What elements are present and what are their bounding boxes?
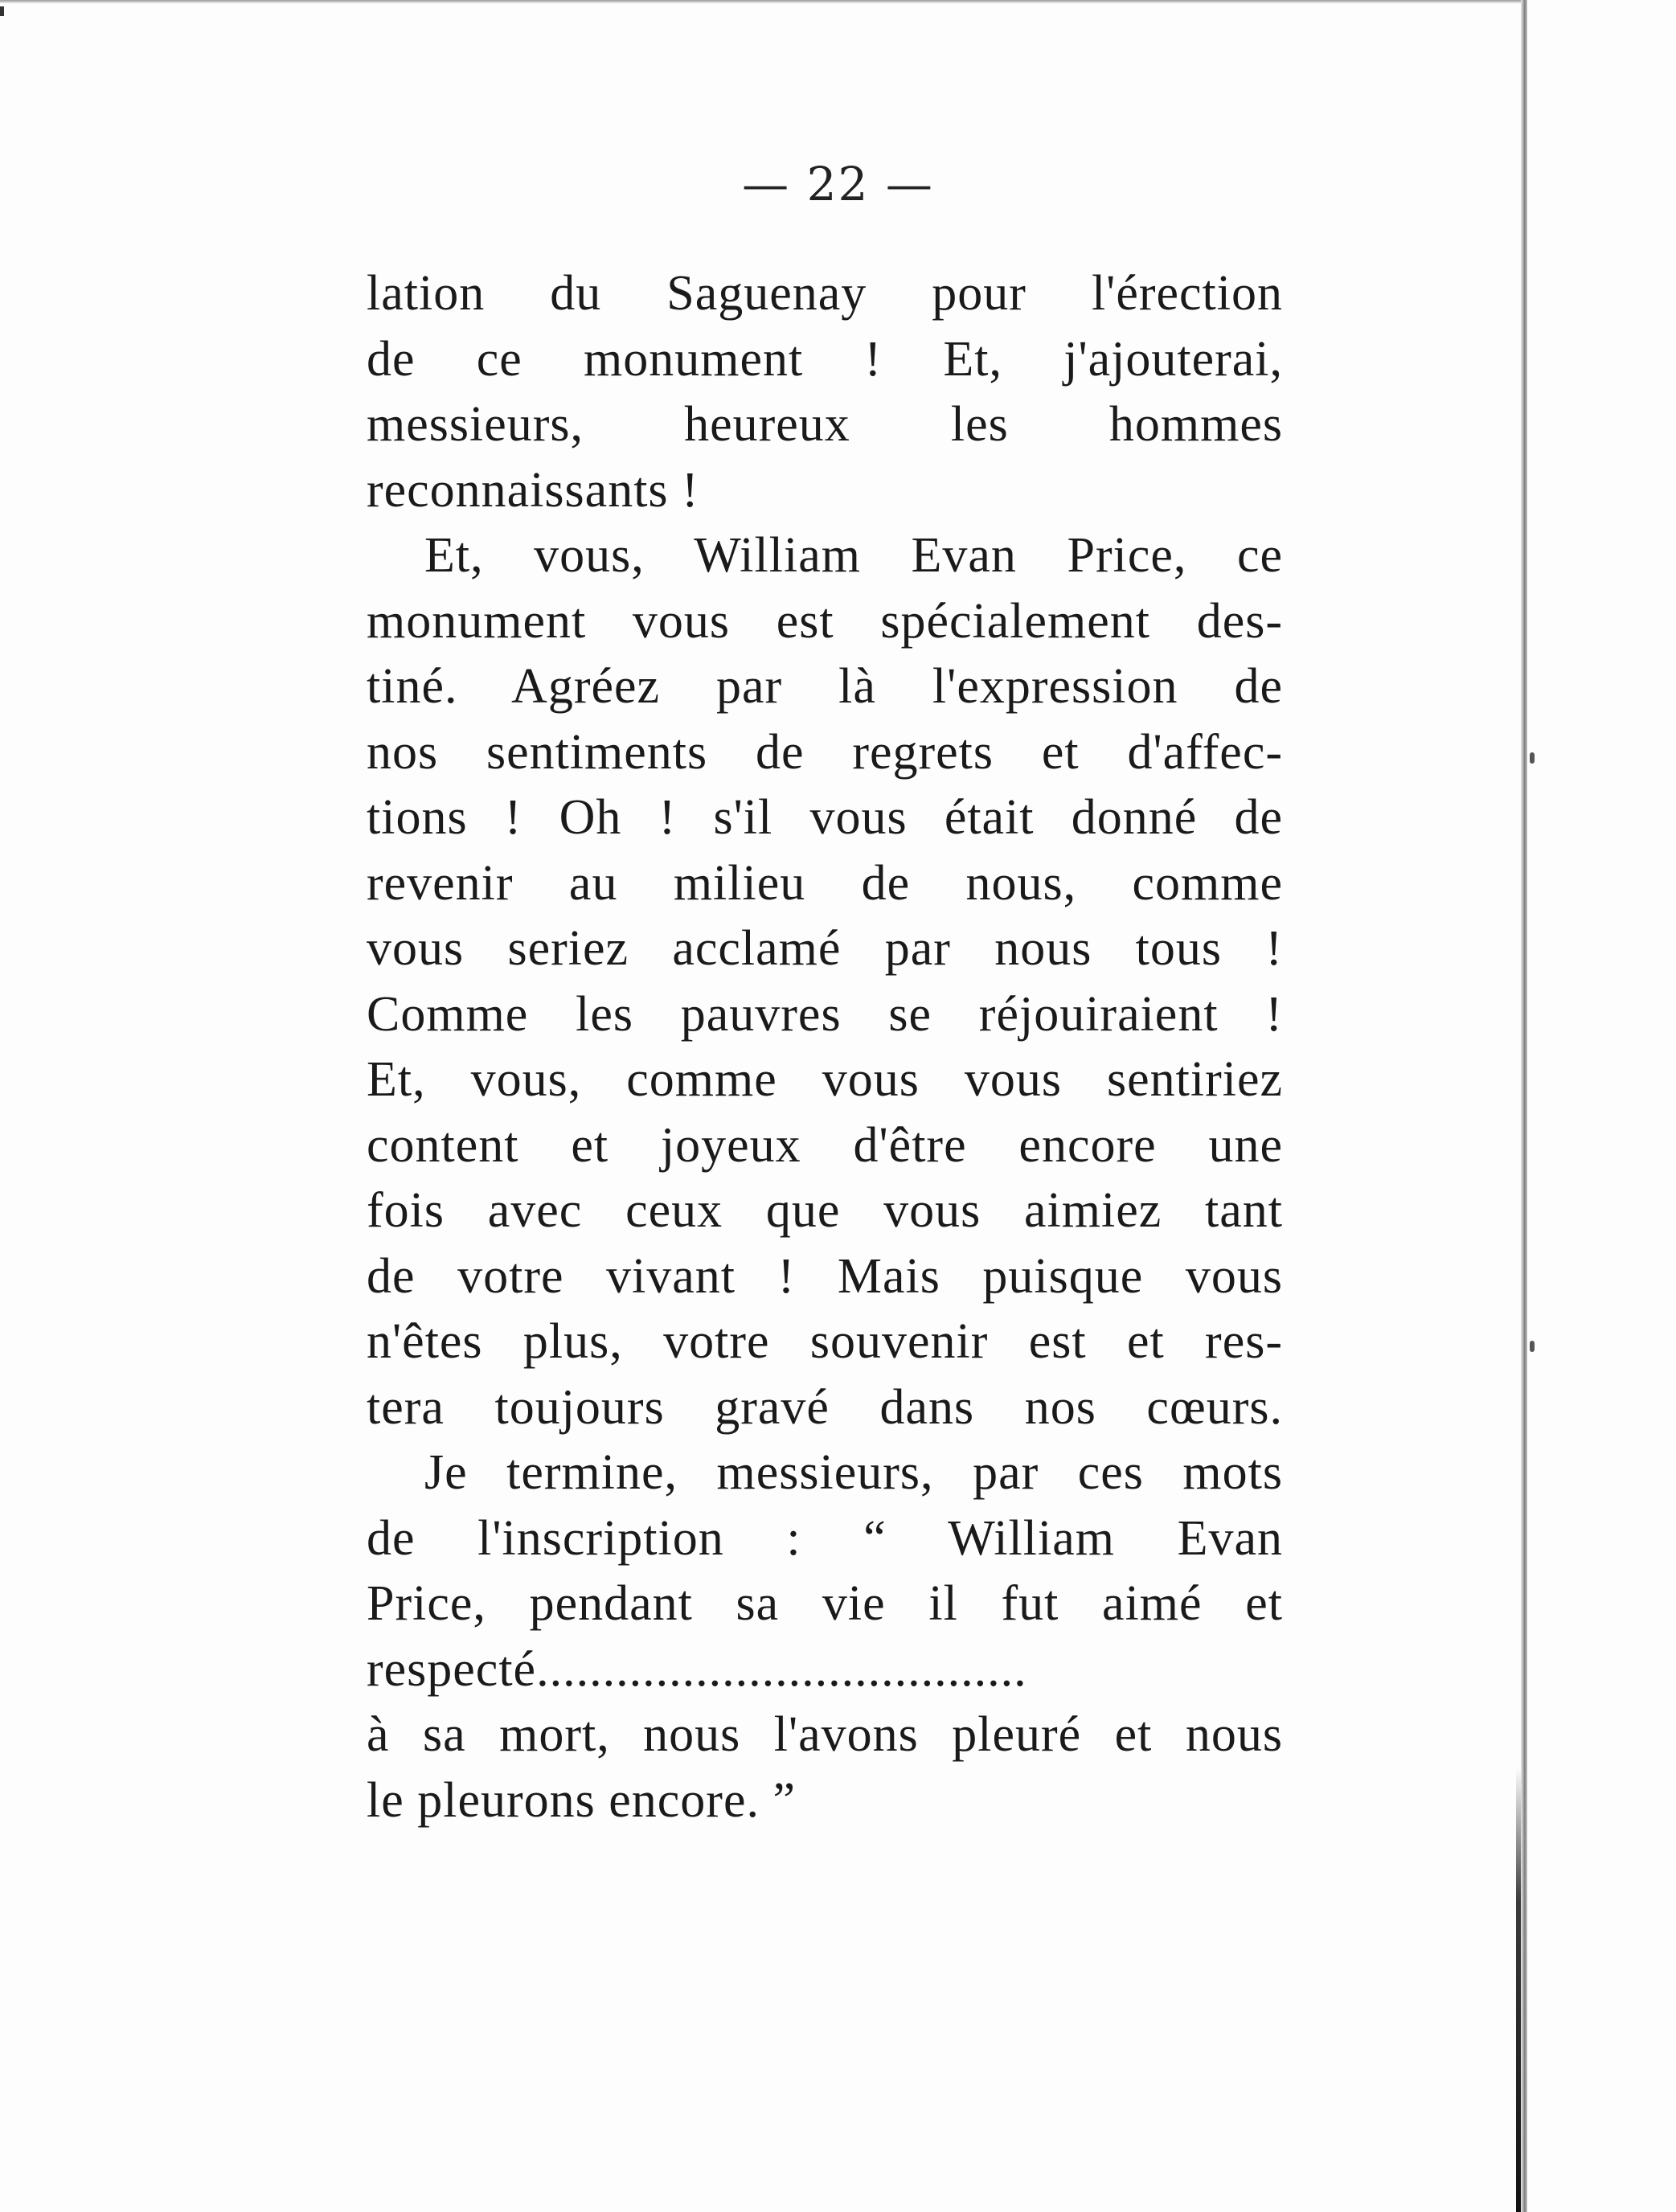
text-line: Price, pendant sa vie il fut aimé et [367, 1576, 1283, 1631]
text-line: de ce monument ! Et, j'ajouterai, [367, 331, 1283, 387]
text-line: à sa mort, nous l'avons pleuré et nous [367, 1707, 1283, 1762]
scan-corner-mark [0, 6, 4, 16]
text-line: tiné. Agréez par là l'expression de [367, 659, 1283, 714]
scan-edge-speck [1530, 752, 1535, 764]
text-line: de votre vivant ! Mais puisque vous [367, 1248, 1283, 1304]
text-line: Je termine, messieurs, par ces mots [424, 1445, 1283, 1500]
text-line: monument vous est spécialement des- [367, 593, 1283, 649]
text-line: fois avec ceux que vous aimiez tant [367, 1183, 1283, 1238]
text-line: vous seriez acclamé par nous tous ! [367, 921, 1283, 976]
scan-right-edge-shadow [1516, 1768, 1521, 2212]
scan-right-edge [1521, 0, 1527, 2212]
text-line: Comme les pauvres se réjouiraient ! [367, 986, 1283, 1042]
text-line: n'êtes plus, votre souvenir est et res- [367, 1314, 1283, 1369]
text-line: Et, vous, comme vous vous sentiriez [367, 1052, 1283, 1107]
page-number: — 22 — [742, 157, 934, 211]
scan-top-edge [0, 0, 1527, 3]
text-line: lation du Saguenay pour l'érection [367, 266, 1283, 321]
text-line: de l'inscription : “ William Evan [367, 1510, 1283, 1566]
text-line: respecté..................................... [367, 1641, 1027, 1697]
text-line: content et joyeux d'être encore une [367, 1117, 1283, 1173]
text-line: tera toujours gravé dans nos cœurs. [367, 1379, 1283, 1435]
text-line: tions ! Oh ! s'il vous était donné de [367, 790, 1283, 845]
text-line: reconnaissants ! [367, 462, 699, 518]
body-text [367, 261, 1283, 1833]
text-line: Et, vous, William Evan Price, ce [424, 528, 1283, 583]
text-line: nos sentiments de regrets et d'affec- [367, 724, 1283, 780]
text-line: messieurs, heureux les hommes [367, 397, 1283, 452]
text-line: le pleurons encore. ” [367, 1772, 796, 1828]
scan-edge-speck [1530, 1341, 1535, 1352]
text-line: revenir au milieu de nous, comme [367, 855, 1283, 911]
